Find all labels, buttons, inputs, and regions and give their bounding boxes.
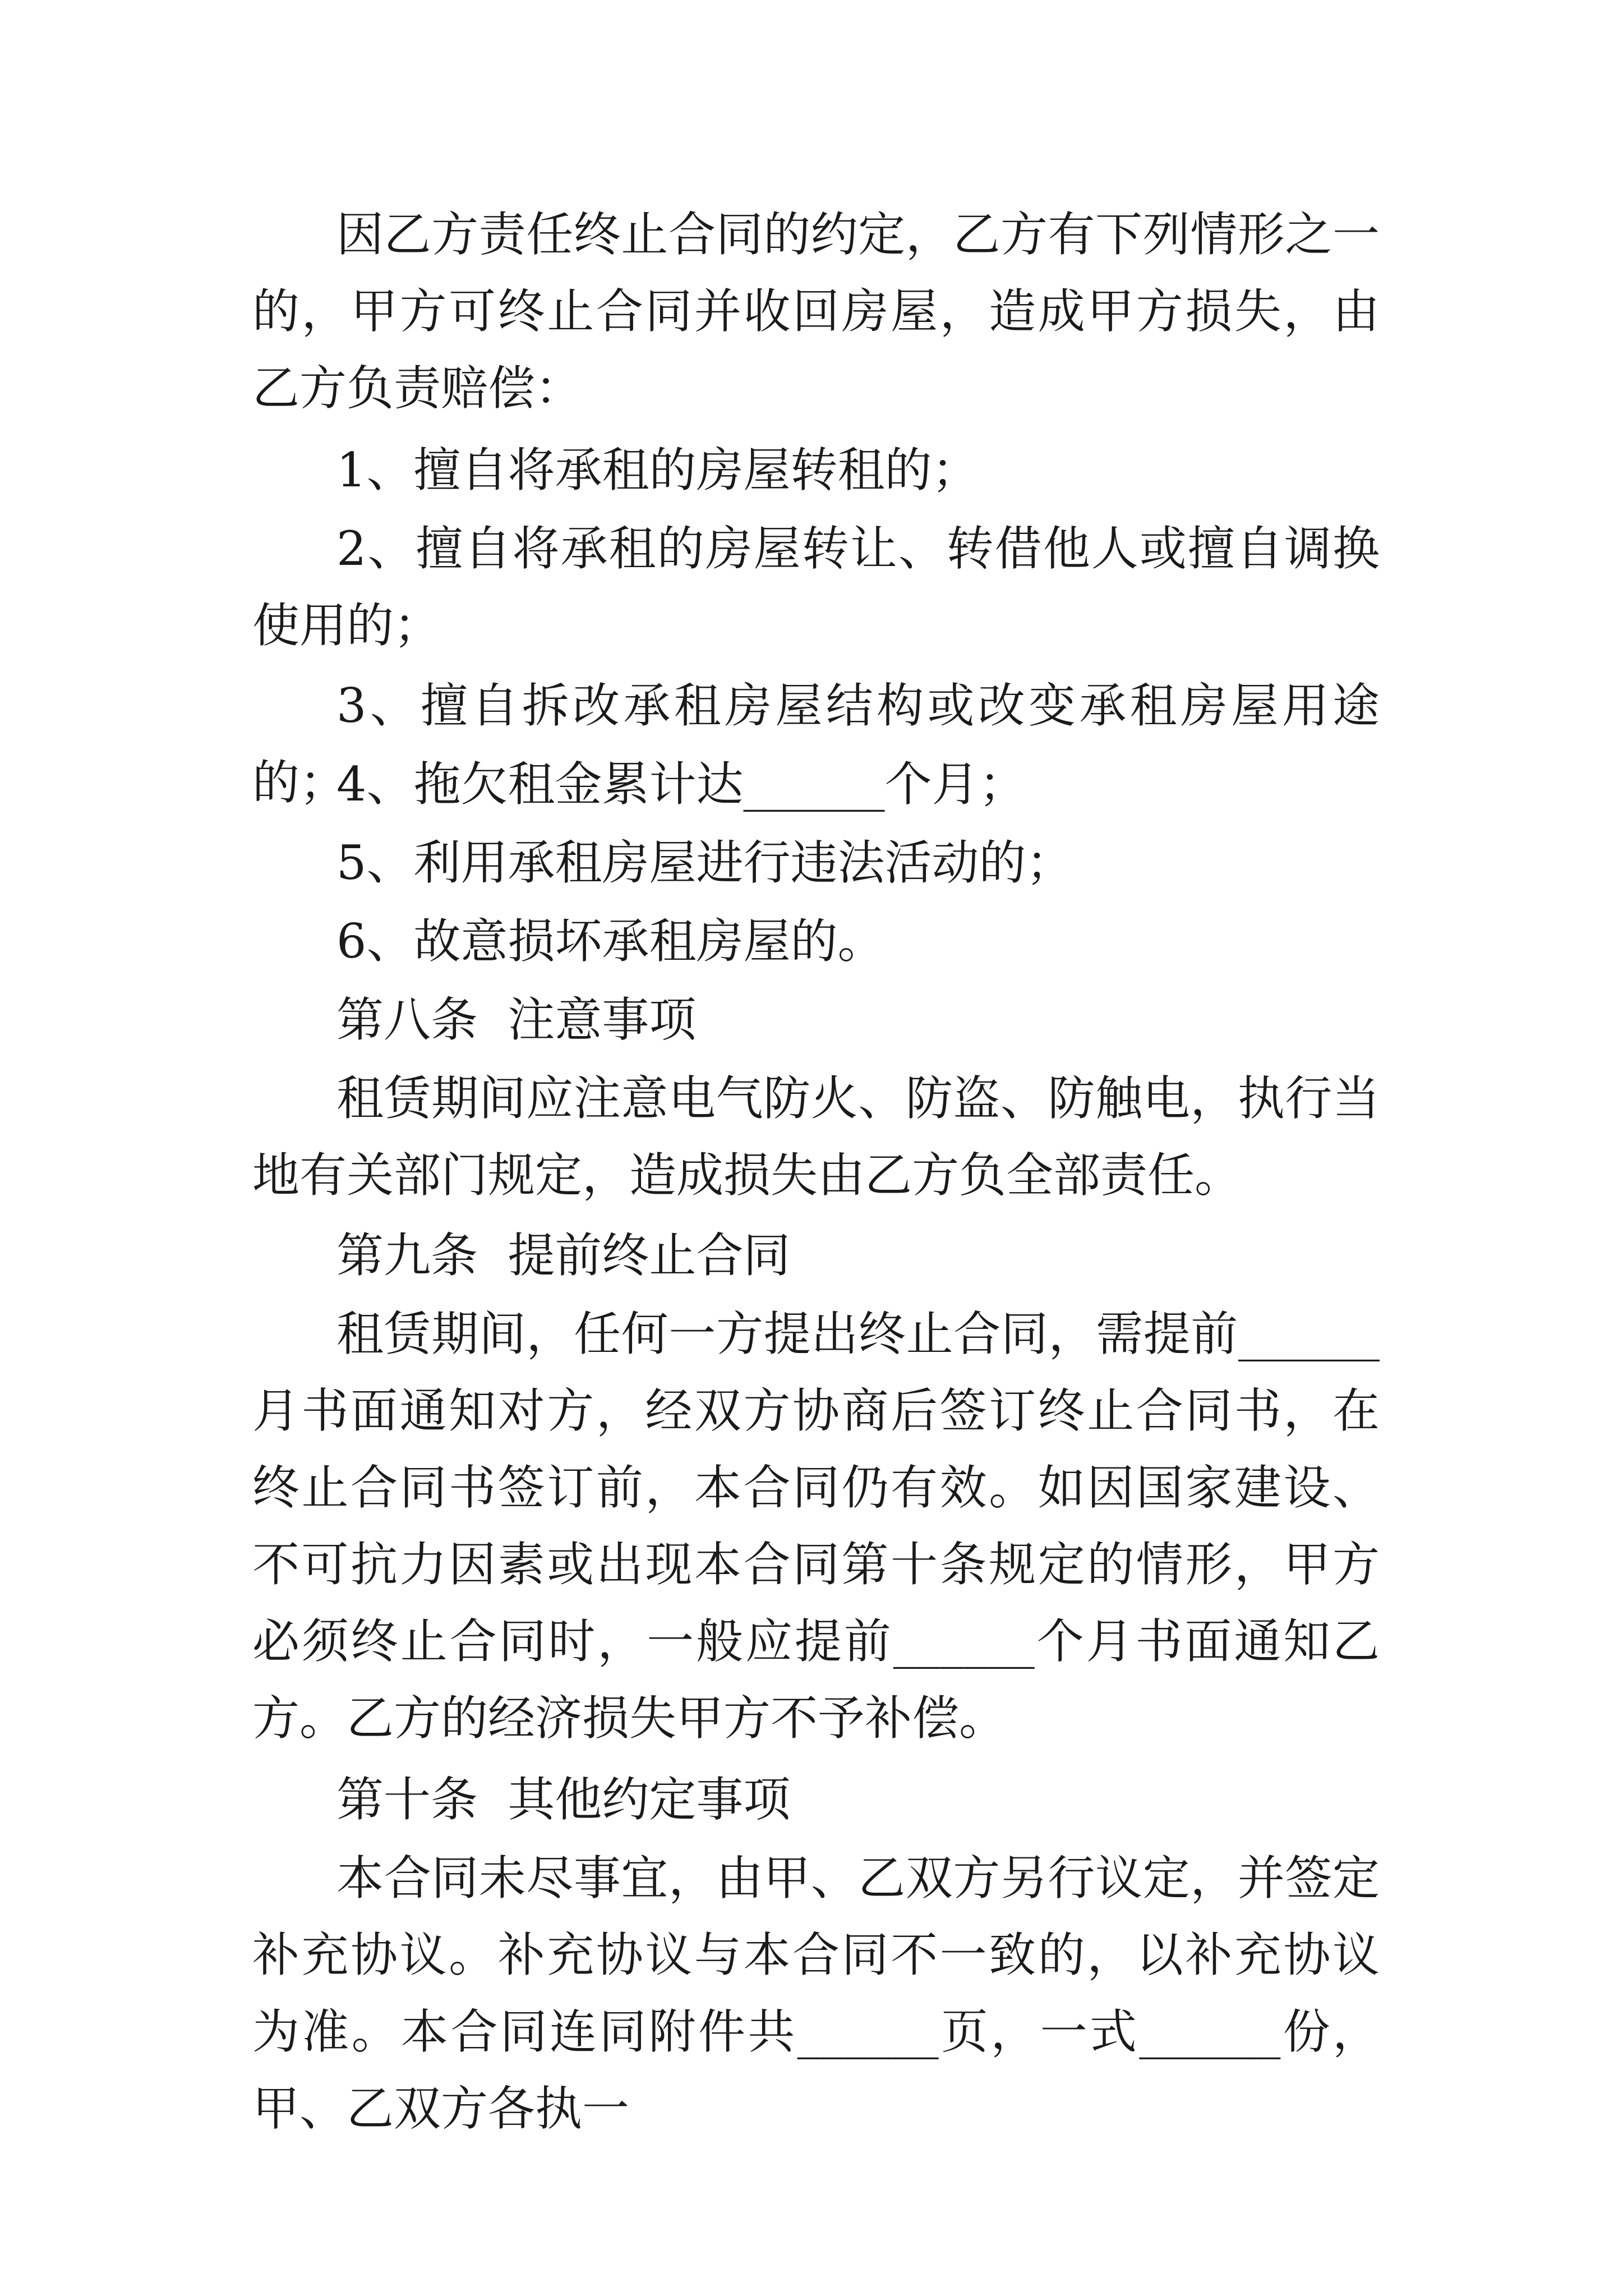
article-10-heading: 第十条 其他约定事项: [336, 1772, 791, 1827]
list-item-illegal-use: 5、利用承租房屋进行违法活动的；: [336, 835, 1073, 890]
article-9-body: 租赁期间，任何一方提出终止合同，需提前______月书面通知对方，经双方协商后签订终止合同书，在终止合同书签订前，本合同仍有效。如因国家建设、不可抗力因素或出现本合同第十条规定的情形，甲方必须终止合同时，一般应提前______个月书面通知乙方。乙方的经济损失甲方不予补偿。: [252, 1306, 1380, 1746]
paragraph-termination-intro: 因乙方责任终止合同的约定，乙方有下列情形之一的，甲方可终止合同并收回房屋，造成甲方损失，由乙方负责赔偿：: [252, 207, 1380, 416]
article-8-body: 租赁期间应注意电气防火、防盗、防触电，执行当地有关部门规定，造成损失由乙方负全部责任。: [252, 1071, 1380, 1203]
list-item-damage: 6、故意损坏承租房屋的。: [336, 914, 885, 969]
list-item-alteration: 3、擅自拆改承租房屋结构或改变承租房屋用途的；: [252, 678, 1380, 810]
list-item-sublet: 1、擅自将承租的房屋转租的；: [336, 443, 979, 498]
list-item-transfer: 2、擅自将承租的房屋转让、转借他人或擅自调换使用的；: [252, 521, 1380, 653]
list-item-rent-arrears: 4、拖欠租金累计达______个月；: [336, 757, 1026, 812]
article-10-body: 本合同未尽事宜，由甲、乙双方另行议定，并签定补充协议。补充协议与本合同不一致的，以补充协议为准。本合同连同附件共______页，一式______份，甲、乙双方各执一: [252, 1851, 1380, 2136]
article-8-heading: 第八条 注意事项: [336, 992, 697, 1047]
article-9-heading: 第九条 提前终止合同: [336, 1228, 791, 1283]
